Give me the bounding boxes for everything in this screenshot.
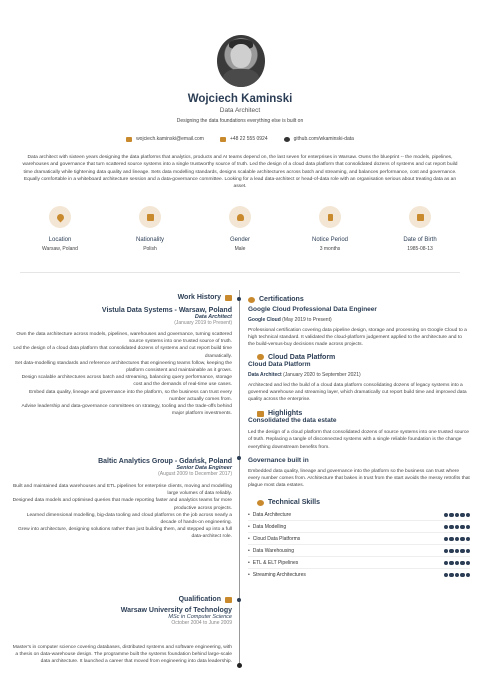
job-bullet: Advise leadership and data-governance committees on strategy, tooling and the trade-offs behind major platform investments. [21,404,232,417]
project-text: Architected and led the build of a cloud data platform consolidating dozens of legacy systems into a governed warehouse and streaming layer, which dramatically cut report build time and improved data quality across the enterprise. [248,382,467,403]
skill-dot [444,537,449,542]
skills-title: Technical Skills [268,499,321,507]
skill-dot [466,525,471,530]
job-dates: (January 2019 to Present) [174,320,232,326]
cloud-icon [257,354,264,360]
skill-name: • Data Architecture [248,512,291,518]
info-location [20,206,100,252]
profile-summary: Data architect with sixteen years designing the data platforms that analytics, products and AI teams depend on, the last seven for enterprises in Warsaw. Owns the blueprint -- the models, pipelines, warehouses and governance that turn scattered source systems into a single trustworthy source of truth. Led the design of a cloud data platform that consolidated dozens of systems and cut report build time dramatically while tightening data quality and lineage. Sets data modelling standards, designs scalable architectures across batch and streaming, and balances performance, cost and governance. Equally comfortable in a whiteboard architecture session and a data-governance committee. Looking for a lead data-architect or head-of-data role with an organisation serious about treating data as an asset. [22,155,458,190]
skill-row [248,533,470,544]
skill-dot [455,549,460,554]
qualification-title: Qualification [178,596,221,603]
skill-row [248,557,470,568]
timeline-line [239,290,240,665]
star-icon [257,411,264,417]
info-value: Polish [143,246,157,252]
skill-dot [460,573,465,578]
job-bullet: Built and maintained data warehouses and ETL pipelines for enterprise clients, moving and modelling large volumes of data reliably. [13,484,232,497]
skill-dot [444,513,449,518]
skill-dot [455,573,460,578]
skill-name: • Data Modelling [248,524,286,530]
github-icon [284,137,290,142]
highlights-title: Highlights [268,410,303,418]
contact-github[interactable] [284,136,354,142]
skill-name: • ETL & ELT Pipelines [248,560,298,566]
section-title [248,499,470,506]
skill-dot [466,561,471,566]
skills-list [248,509,470,580]
gear-icon [257,500,264,506]
qualification-section [12,596,232,633]
skill-dot [466,513,471,518]
timeline-dot [237,297,241,301]
section-title [12,596,232,603]
skill-dot [466,549,471,554]
skill-name: • Streaming Architectures [248,572,306,578]
skill-level [444,513,471,518]
job-bullet: Led the design of a cloud data platform that consolidated dozens of systems and cut report build time dramatically. [13,346,232,359]
qualification-text: Master's in computer science covering databases, distributed systems and software engineering, with a thesis on data-warehouse design. The programme built the systems foundation behind large-scale data architecture. It launched a career that moved from engineering into data leadership. [12,645,232,665]
skill-name: • Data Warehousing [248,548,294,554]
timeline-dot [237,456,241,460]
info-label: Date of Birth [403,237,437,243]
job-bullet: Design scalable architectures across batch and streaming, balancing query performance, storage cost and the demands of real-time use cases. [21,375,232,388]
info-label: Gender [229,237,250,243]
contact-bar [0,136,480,142]
qualification-dates: October 2004 to June 2009 [171,620,232,626]
job-bullet: Own the data architecture across models, pipelines, warehouses and governance, turning scattered source systems into one trusted source of truth. [16,332,232,345]
skill-dot [455,537,460,542]
contact-phone-text: +48 22 555 0924 [229,136,268,142]
work-history-job-2 [12,458,232,541]
section-title [248,410,470,417]
skill-dot [455,513,460,518]
skill-dot [466,573,471,578]
skill-level [444,573,471,578]
section-divider [20,272,460,273]
section-title [248,354,470,361]
cert-issuer: Google Cloud [248,317,281,323]
job-bullet: Learned dimensional modelling, big-data tooling and cloud platforms on the job across nearly a decade of hands-on engineering. [26,512,232,526]
contact-phone[interactable] [220,136,268,142]
skill-row [248,545,470,556]
skill-level [444,537,471,542]
skill-dot [460,561,465,566]
info-date-of-birth [380,206,460,252]
skill-row [248,569,470,580]
graduation-cap-icon [225,597,232,603]
skill-dot [444,549,449,554]
project-name: Cloud Data Platform [248,360,311,368]
skill-dot [449,549,454,554]
qualification-degree: MSc in Computer Science [168,614,232,620]
job-bullet: Grew into architecture, designing solutions rather than just building them, and stepped up into a full data-architect role. [18,527,232,540]
info-nationality [110,206,190,252]
project-dates: (January 2020 to September 2021) [283,371,361,378]
skill-dot [460,537,465,542]
project-meta [248,372,470,378]
info-value: 1985-08-13 [407,246,433,252]
skill-dot [460,549,465,554]
job-bullets [12,331,232,417]
work-history-section [12,294,232,417]
info-label: Nationality [135,237,164,243]
timeline-dot [237,598,241,602]
info-value: 3 months [319,246,341,252]
skill-dot [444,573,449,578]
job-dates: (August 2009 to December 2017) [158,471,232,477]
certificate-icon [248,297,255,303]
info-label: Location [48,237,72,243]
work-history-title: Work History [177,294,221,301]
info-gender [200,206,280,252]
candidate-role: Data Architect [219,107,261,114]
section-title [248,296,470,303]
skill-dot [444,561,449,566]
phone-icon [220,137,226,142]
job-bullet: Designed data models and optimised queries that made reporting faster and analytics teams far more productive across projects. [12,498,232,511]
flag-icon [147,214,154,221]
job-bullet: Embed data quality, lineage and governance into the platform, so the business can trust every number actually comes from. [29,389,232,402]
job-position: Senior Data Engineer [176,465,232,471]
skill-dot [466,537,471,542]
project-section-title: Cloud Data Platform [268,353,336,361]
skill-row [248,521,470,532]
skill-dot [449,561,454,566]
skill-dot [449,525,454,530]
personal-info-row [20,206,460,252]
info-value: Male [234,246,246,252]
timeline-end [237,663,242,668]
info-notice-period [290,206,370,252]
job-bullets [12,483,232,541]
cert-meta [248,317,470,323]
highlight-text: Led the design of a cloud platform that consolidated dozens of source systems into one trusted source of truth. Replacing a tangle of disconnected systems with a single reliable foundation is the change everything downstream benefits from. [248,430,470,450]
skill-dot [460,525,465,530]
info-value: Warsaw, Poland [42,246,78,252]
certifications-title: Certifications [259,296,304,303]
job-bullet: Set data-modelling standards and reference architectures that engineering teams follow, keeping the platform consistent and maintainable as it grows. [14,360,232,374]
person-icon [237,214,244,221]
cert-text: Professional certification covering data pipeline design, storage and processing on Google Cloud to a high technical standard. It validated the cloud-platform judgement applied to the architecture and to the build-versus-buy decisions made across projects. [248,328,467,348]
highlight-text: Embedded data quality, lineage and governance into the platform so the business can trust where every number comes from. Architecture that bakes in trust from the start avoids the messy retrofits that plague most data estates. [248,468,470,489]
highlight-name: Consolidated the data estate [248,417,337,425]
certifications-section [248,296,470,580]
section-title [12,294,232,301]
job-company: Baltic Analytics Group - Gdańsk, Poland [98,458,232,465]
cert-name: Google Cloud Professional Data Engineer [248,306,377,313]
skill-name: • Cloud Data Platforms [248,536,300,542]
skill-row [248,509,470,520]
highlight-name: Governance built in [248,456,309,464]
job-company: Vistula Data Systems - Warsaw, Poland [101,307,232,314]
calendar-icon [417,214,424,221]
email-icon [126,137,132,142]
skill-dot [460,513,465,518]
skill-dot [455,561,460,566]
skill-dot [449,537,454,542]
info-label: Notice Period [311,237,349,243]
contact-github-text: github.com/wkaminski-data [293,136,354,142]
contact-email-text: wojciech.kaminski@email.com [136,136,204,142]
qualification-school: Warsaw University of Technology [120,607,232,614]
contact-email[interactable] [126,136,204,142]
tagline: Designing the data foundations everything else is built on [176,118,304,124]
profile-photo [217,35,265,87]
briefcase-icon [225,295,232,301]
skill-dot [455,525,460,530]
project-role: Data Architect [248,371,282,378]
skill-level [444,549,471,554]
skill-level [444,561,471,566]
skill-dot [444,525,449,530]
job-position: Data Architect [194,314,232,320]
candidate-name: Wojciech Kaminski [187,93,293,105]
skill-dot [449,573,454,578]
location-icon [55,212,65,222]
skill-level [444,525,471,530]
hourglass-icon [328,214,333,221]
skill-dot [449,513,454,518]
cert-dates: (May 2019 to Present) [282,317,332,323]
